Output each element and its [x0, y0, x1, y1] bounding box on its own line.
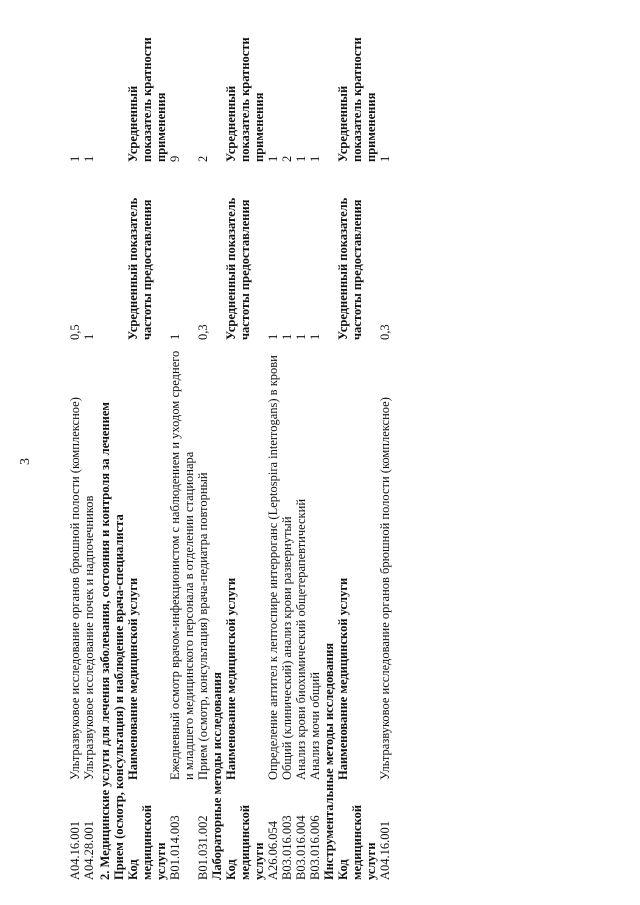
- header-code: Код медицинской услуги: [336, 804, 378, 880]
- document-content: [68, 30, 392, 880]
- service-code: A04.16.001: [68, 820, 82, 880]
- table-row: [82, 30, 96, 880]
- section-title: 2. Медицинские услуги для лечения заболевания, состояния и контроля за лечением: [98, 402, 112, 880]
- header-frequency: Усредненный показатель частоты предоставления: [126, 197, 154, 340]
- table-row: [168, 30, 196, 880]
- service-code: B03.016.003: [280, 815, 294, 880]
- services-table: [126, 30, 210, 880]
- page-number: 3: [18, 458, 33, 465]
- service-name: Ультразвуковое исследование органов брюшной полости (комплексное): [378, 397, 392, 780]
- services-table: [336, 30, 392, 880]
- frequency-value: 1: [266, 333, 280, 340]
- table-row: [378, 30, 392, 880]
- table-header: [224, 30, 266, 880]
- multiplicity-value: 1: [294, 155, 308, 162]
- header-frequency: Усредненный показатель частоты предоставления: [336, 197, 364, 340]
- table-row: [68, 30, 82, 880]
- table-header: [336, 30, 378, 880]
- frequency-value: 0,3: [378, 324, 392, 340]
- frequency-value: 1: [280, 333, 294, 340]
- service-name: Анализ крови биохимический общетерапевтический: [294, 498, 308, 780]
- multiplicity-value: 1: [378, 155, 392, 162]
- service-name: Ультразвуковое исследование органов брюшной полости (комплексное): [68, 397, 82, 780]
- service-name: Определение антител к лептоспире интерроганс (Leptospira interrogans) в крови: [266, 355, 280, 780]
- multiplicity-value: 2: [196, 155, 210, 162]
- group-title: Прием (осмотр, консультация) и наблюдение врача-специалиста: [112, 514, 126, 880]
- service-name: Ультразвуковое исследование почек и надпочечников: [82, 495, 96, 780]
- multiplicity-value: 1: [82, 155, 96, 162]
- multiplicity-value: 1: [266, 155, 280, 162]
- table-row: [266, 30, 280, 880]
- multiplicity-value: 1: [308, 155, 322, 162]
- top-table: [68, 30, 96, 880]
- table-row: [294, 30, 308, 880]
- table-row: [308, 30, 322, 880]
- group-title: Инструментальные методы исследования: [322, 642, 336, 880]
- multiplicity-value: 2: [280, 155, 294, 162]
- service-code: B01.031.002: [196, 815, 210, 880]
- table-row: [280, 30, 294, 880]
- service-code: B03.016.004: [294, 815, 308, 880]
- header-code: Код медицинской услуги: [224, 804, 266, 880]
- frequency-value: 1: [308, 333, 322, 340]
- service-code: A04.28.001: [82, 820, 96, 880]
- header-name: Наименование медицинской услуги: [224, 577, 238, 780]
- service-name: Общий (клинический) анализ крови развернутый: [280, 516, 294, 780]
- frequency-value: 0,5: [68, 324, 82, 340]
- header-code: Код медицинской услуги: [126, 804, 168, 880]
- service-code: A04.16.001: [378, 820, 392, 880]
- header-frequency: Усредненный показатель частоты предоставления: [224, 197, 252, 340]
- frequency-value: 1: [294, 333, 308, 340]
- service-code: B01.014.003: [168, 815, 182, 880]
- header-multiplicity: Усредненный показатель кратности применения: [224, 37, 266, 162]
- services-table: [224, 30, 322, 880]
- header-multiplicity: Усредненный показатель кратности применения: [336, 37, 378, 162]
- service-code: B03.016.006: [308, 815, 322, 880]
- service-name: Ежедневный осмотр врачом-инфекционистом с наблюдением и уходом среднего и младшего медицинского персонала в отделении стационара: [168, 350, 196, 780]
- service-name: Прием (осмотр, консультация) врача-педиатра повторный: [196, 472, 210, 780]
- group-title: Лабораторные методы исследования: [210, 672, 224, 880]
- frequency-value: 1: [168, 333, 182, 340]
- service-code: A26.06.054: [266, 820, 280, 880]
- table-header: [126, 30, 168, 880]
- header-name: Наименование медицинской услуги: [336, 577, 350, 780]
- multiplicity-value: 1: [68, 155, 82, 162]
- multiplicity-value: 9: [168, 155, 182, 162]
- header-multiplicity: Усредненный показатель кратности применения: [126, 37, 168, 162]
- frequency-value: 0,3: [196, 324, 210, 340]
- service-name: Анализ мочи общий: [308, 672, 322, 780]
- frequency-value: 1: [82, 333, 96, 340]
- table-row: [196, 30, 210, 880]
- header-name: Наименование медицинской услуги: [126, 577, 140, 780]
